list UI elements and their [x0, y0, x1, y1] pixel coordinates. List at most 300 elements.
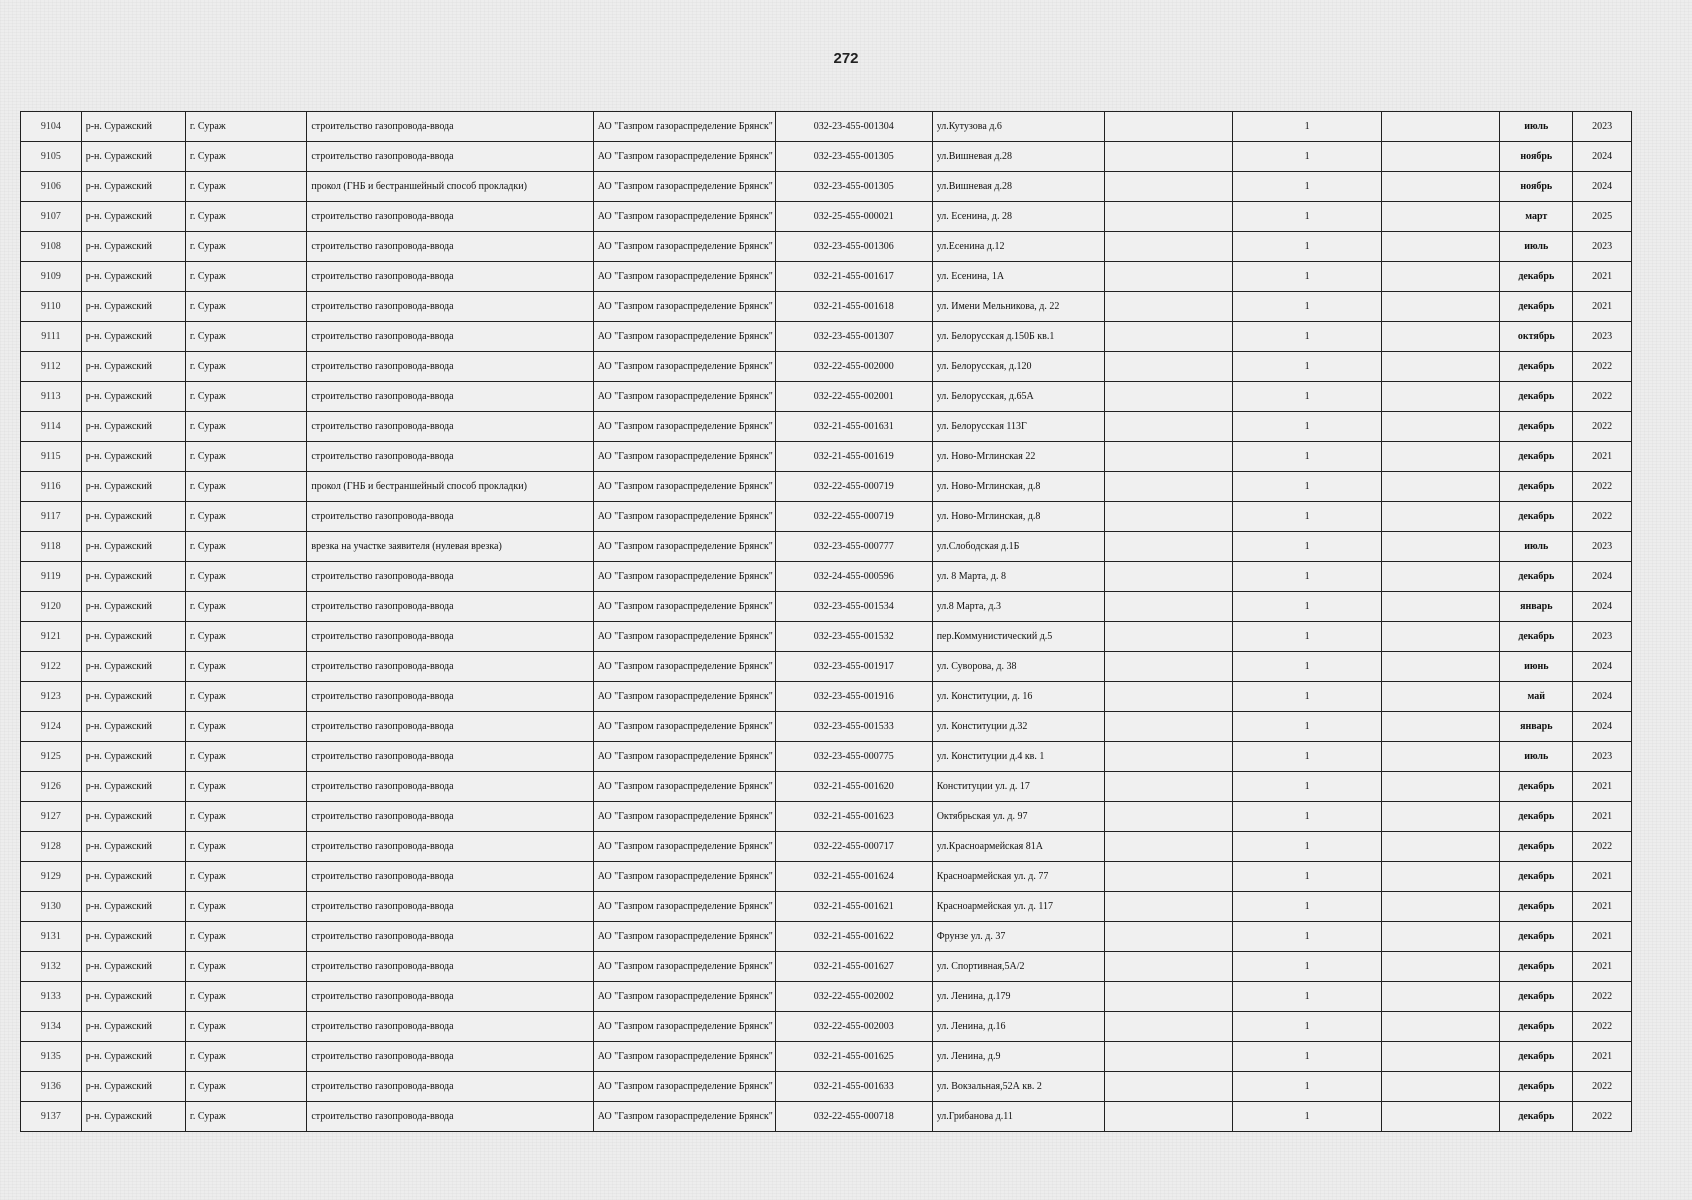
work-type-cell: строительство газопровода-ввода	[307, 772, 593, 802]
table-row	[21, 142, 1632, 172]
quantity-cell: 1	[1233, 292, 1382, 322]
quantity-cell: 1	[1233, 382, 1382, 412]
district-cell: р-н. Суражский	[81, 322, 185, 352]
month-cell: декабрь	[1500, 562, 1573, 592]
year-cell: 2024	[1573, 592, 1632, 622]
district-cell: р-н. Суражский	[81, 502, 185, 532]
empty-cell	[1104, 142, 1233, 172]
table-row	[21, 1102, 1632, 1132]
request-code-cell: 032-21-455-001618	[775, 292, 932, 322]
table-row	[21, 232, 1632, 262]
organization-cell: АО "Газпром газораспределение Брянск"	[593, 952, 775, 982]
row-number: 9123	[21, 682, 82, 712]
empty-cell	[1381, 262, 1499, 292]
quantity-cell: 1	[1233, 442, 1382, 472]
row-number: 9122	[21, 652, 82, 682]
empty-cell	[1104, 832, 1233, 862]
organization-cell: АО "Газпром газораспределение Брянск"	[593, 1072, 775, 1102]
empty-cell	[1104, 112, 1233, 142]
organization-cell: АО "Газпром газораспределение Брянск"	[593, 1102, 775, 1132]
city-cell: г. Сураж	[185, 562, 306, 592]
table-row	[21, 772, 1632, 802]
organization-cell: АО "Газпром газораспределение Брянск"	[593, 172, 775, 202]
address-cell: пер.Коммунистический д.5	[932, 622, 1104, 652]
year-cell: 2022	[1573, 382, 1632, 412]
address-cell: ул. Конституции, д. 16	[932, 682, 1104, 712]
quantity-cell: 1	[1233, 142, 1382, 172]
year-cell: 2022	[1573, 1102, 1632, 1132]
month-cell: июль	[1500, 112, 1573, 142]
year-cell: 2024	[1573, 562, 1632, 592]
address-cell: ул. 8 Марта, д. 8	[932, 562, 1104, 592]
organization-cell: АО "Газпром газораспределение Брянск"	[593, 592, 775, 622]
row-number: 9114	[21, 412, 82, 442]
address-cell: ул.Слободская д.1Б	[932, 532, 1104, 562]
organization-cell: АО "Газпром газораспределение Брянск"	[593, 712, 775, 742]
empty-cell	[1381, 592, 1499, 622]
address-cell: Конституции ул. д. 17	[932, 772, 1104, 802]
year-cell: 2021	[1573, 862, 1632, 892]
city-cell: г. Сураж	[185, 232, 306, 262]
row-number: 9118	[21, 532, 82, 562]
empty-cell	[1381, 982, 1499, 1012]
request-code-cell: 032-22-455-002001	[775, 382, 932, 412]
row-number: 9124	[21, 712, 82, 742]
row-number: 9113	[21, 382, 82, 412]
request-code-cell: 032-25-455-000021	[775, 202, 932, 232]
empty-cell	[1381, 652, 1499, 682]
empty-cell	[1104, 622, 1233, 652]
row-number: 9121	[21, 622, 82, 652]
empty-cell	[1104, 952, 1233, 982]
quantity-cell: 1	[1233, 1072, 1382, 1102]
table-row	[21, 892, 1632, 922]
row-number: 9119	[21, 562, 82, 592]
request-code-cell: 032-23-455-001917	[775, 652, 932, 682]
city-cell: г. Сураж	[185, 352, 306, 382]
district-cell: р-н. Суражский	[81, 712, 185, 742]
city-cell: г. Сураж	[185, 172, 306, 202]
table-row	[21, 832, 1632, 862]
row-number: 9127	[21, 802, 82, 832]
work-type-cell: строительство газопровода-ввода	[307, 562, 593, 592]
empty-cell	[1104, 772, 1233, 802]
organization-cell: АО "Газпром газораспределение Брянск"	[593, 682, 775, 712]
table-row	[21, 622, 1632, 652]
empty-cell	[1104, 1012, 1233, 1042]
quantity-cell: 1	[1233, 622, 1382, 652]
address-cell: ул.Грибанова д.11	[932, 1102, 1104, 1132]
district-cell: р-н. Суражский	[81, 892, 185, 922]
city-cell: г. Сураж	[185, 622, 306, 652]
work-type-cell: строительство газопровода-ввода	[307, 322, 593, 352]
request-code-cell: 032-22-455-002002	[775, 982, 932, 1012]
work-type-cell: строительство газопровода-ввода	[307, 442, 593, 472]
quantity-cell: 1	[1233, 742, 1382, 772]
empty-cell	[1381, 412, 1499, 442]
quantity-cell: 1	[1233, 472, 1382, 502]
organization-cell: АО "Газпром газораспределение Брянск"	[593, 412, 775, 442]
year-cell: 2021	[1573, 802, 1632, 832]
city-cell: г. Сураж	[185, 502, 306, 532]
request-code-cell: 032-21-455-001622	[775, 922, 932, 952]
quantity-cell: 1	[1233, 802, 1382, 832]
request-code-cell: 032-22-455-000718	[775, 1102, 932, 1132]
quantity-cell: 1	[1233, 922, 1382, 952]
month-cell: декабрь	[1500, 262, 1573, 292]
table-row	[21, 172, 1632, 202]
work-type-cell: строительство газопровода-ввода	[307, 502, 593, 532]
organization-cell: АО "Газпром газораспределение Брянск"	[593, 352, 775, 382]
quantity-cell: 1	[1233, 412, 1382, 442]
district-cell: р-н. Суражский	[81, 442, 185, 472]
district-cell: р-н. Суражский	[81, 412, 185, 442]
organization-cell: АО "Газпром газораспределение Брянск"	[593, 202, 775, 232]
organization-cell: АО "Газпром газораспределение Брянск"	[593, 562, 775, 592]
organization-cell: АО "Газпром газораспределение Брянск"	[593, 922, 775, 952]
month-cell: июль	[1500, 532, 1573, 562]
address-cell: ул. Спортивная,5А/2	[932, 952, 1104, 982]
month-cell: декабрь	[1500, 1102, 1573, 1132]
work-type-cell: строительство газопровода-ввода	[307, 982, 593, 1012]
city-cell: г. Сураж	[185, 922, 306, 952]
city-cell: г. Сураж	[185, 982, 306, 1012]
year-cell: 2024	[1573, 172, 1632, 202]
empty-cell	[1104, 382, 1233, 412]
empty-cell	[1381, 472, 1499, 502]
city-cell: г. Сураж	[185, 652, 306, 682]
quantity-cell: 1	[1233, 172, 1382, 202]
year-cell: 2022	[1573, 1012, 1632, 1042]
work-type-cell: прокол (ГНБ и бестраншейный способ прокладки)	[307, 172, 593, 202]
empty-cell	[1381, 772, 1499, 802]
work-type-cell: строительство газопровода-ввода	[307, 1102, 593, 1132]
table-row	[21, 952, 1632, 982]
month-cell: декабрь	[1500, 1072, 1573, 1102]
empty-cell	[1381, 532, 1499, 562]
row-number: 9116	[21, 472, 82, 502]
empty-cell	[1381, 1042, 1499, 1072]
row-number: 9112	[21, 352, 82, 382]
month-cell: декабрь	[1500, 772, 1573, 802]
year-cell: 2022	[1573, 352, 1632, 382]
empty-cell	[1381, 1072, 1499, 1102]
quantity-cell: 1	[1233, 562, 1382, 592]
empty-cell	[1381, 322, 1499, 352]
work-type-cell: строительство газопровода-ввода	[307, 202, 593, 232]
empty-cell	[1104, 292, 1233, 322]
request-code-cell: 032-21-455-001617	[775, 262, 932, 292]
quantity-cell: 1	[1233, 772, 1382, 802]
empty-cell	[1104, 1042, 1233, 1072]
empty-cell	[1104, 712, 1233, 742]
table-row	[21, 412, 1632, 442]
organization-cell: АО "Газпром газораспределение Брянск"	[593, 772, 775, 802]
request-code-cell: 032-21-455-001623	[775, 802, 932, 832]
request-code-cell: 032-21-455-001627	[775, 952, 932, 982]
quantity-cell: 1	[1233, 862, 1382, 892]
month-cell: июнь	[1500, 652, 1573, 682]
district-cell: р-н. Суражский	[81, 652, 185, 682]
year-cell: 2022	[1573, 412, 1632, 442]
city-cell: г. Сураж	[185, 592, 306, 622]
row-number: 9126	[21, 772, 82, 802]
month-cell: декабрь	[1500, 892, 1573, 922]
district-cell: р-н. Суражский	[81, 682, 185, 712]
empty-cell	[1381, 1102, 1499, 1132]
table-row	[21, 682, 1632, 712]
city-cell: г. Сураж	[185, 772, 306, 802]
city-cell: г. Сураж	[185, 712, 306, 742]
request-code-cell: 032-23-455-000775	[775, 742, 932, 772]
empty-cell	[1104, 502, 1233, 532]
empty-cell	[1381, 712, 1499, 742]
organization-cell: АО "Газпром газораспределение Брянск"	[593, 472, 775, 502]
district-cell: р-н. Суражский	[81, 1102, 185, 1132]
empty-cell	[1104, 412, 1233, 442]
address-cell: Октябрьская ул. д. 97	[932, 802, 1104, 832]
request-code-cell: 032-24-455-000596	[775, 562, 932, 592]
table-row	[21, 502, 1632, 532]
work-type-cell: строительство газопровода-ввода	[307, 1072, 593, 1102]
row-number: 9128	[21, 832, 82, 862]
empty-cell	[1104, 472, 1233, 502]
row-number: 9115	[21, 442, 82, 472]
month-cell: декабрь	[1500, 802, 1573, 832]
organization-cell: АО "Газпром газораспределение Брянск"	[593, 532, 775, 562]
table-row	[21, 352, 1632, 382]
district-cell: р-н. Суражский	[81, 262, 185, 292]
organization-cell: АО "Газпром газораспределение Брянск"	[593, 982, 775, 1012]
registry-body	[21, 112, 1632, 1132]
month-cell: декабрь	[1500, 1042, 1573, 1072]
work-type-cell: прокол (ГНБ и бестраншейный способ прокладки)	[307, 472, 593, 502]
empty-cell	[1104, 442, 1233, 472]
empty-cell	[1381, 442, 1499, 472]
district-cell: р-н. Суражский	[81, 802, 185, 832]
row-number: 9125	[21, 742, 82, 772]
table-row	[21, 1072, 1632, 1102]
empty-cell	[1104, 892, 1233, 922]
quantity-cell: 1	[1233, 502, 1382, 532]
quantity-cell: 1	[1233, 232, 1382, 262]
request-code-cell: 032-23-455-001304	[775, 112, 932, 142]
address-cell: Красноармейская ул. д. 77	[932, 862, 1104, 892]
work-type-cell: строительство газопровода-ввода	[307, 922, 593, 952]
month-cell: июль	[1500, 742, 1573, 772]
organization-cell: АО "Газпром газораспределение Брянск"	[593, 502, 775, 532]
district-cell: р-н. Суражский	[81, 382, 185, 412]
organization-cell: АО "Газпром газораспределение Брянск"	[593, 892, 775, 922]
city-cell: г. Сураж	[185, 1102, 306, 1132]
district-cell: р-н. Суражский	[81, 862, 185, 892]
city-cell: г. Сураж	[185, 832, 306, 862]
address-cell: Фрунзе ул. д. 37	[932, 922, 1104, 952]
request-code-cell: 032-21-455-001631	[775, 412, 932, 442]
empty-cell	[1104, 232, 1233, 262]
work-type-cell: строительство газопровода-ввода	[307, 412, 593, 442]
empty-cell	[1104, 172, 1233, 202]
district-cell: р-н. Суражский	[81, 1042, 185, 1072]
request-code-cell: 032-23-455-001305	[775, 142, 932, 172]
quantity-cell: 1	[1233, 952, 1382, 982]
organization-cell: АО "Газпром газораспределение Брянск"	[593, 622, 775, 652]
empty-cell	[1104, 652, 1233, 682]
year-cell: 2025	[1573, 202, 1632, 232]
request-code-cell: 032-21-455-001633	[775, 1072, 932, 1102]
city-cell: г. Сураж	[185, 862, 306, 892]
request-code-cell: 032-23-455-001916	[775, 682, 932, 712]
year-cell: 2022	[1573, 982, 1632, 1012]
organization-cell: АО "Газпром газораспределение Брянск"	[593, 262, 775, 292]
address-cell: ул.Вишневая д.28	[932, 172, 1104, 202]
city-cell: г. Сураж	[185, 682, 306, 712]
organization-cell: АО "Газпром газораспределение Брянск"	[593, 112, 775, 142]
year-cell: 2021	[1573, 292, 1632, 322]
month-cell: декабрь	[1500, 922, 1573, 952]
work-type-cell: строительство газопровода-ввода	[307, 262, 593, 292]
empty-cell	[1104, 322, 1233, 352]
empty-cell	[1381, 502, 1499, 532]
table-row	[21, 532, 1632, 562]
month-cell: декабрь	[1500, 1012, 1573, 1042]
district-cell: р-н. Суражский	[81, 232, 185, 262]
work-type-cell: строительство газопровода-ввода	[307, 382, 593, 412]
row-number: 9135	[21, 1042, 82, 1072]
month-cell: декабрь	[1500, 952, 1573, 982]
year-cell: 2021	[1573, 952, 1632, 982]
table-row	[21, 202, 1632, 232]
quantity-cell: 1	[1233, 892, 1382, 922]
address-cell: ул.Красноармейская 81А	[932, 832, 1104, 862]
organization-cell: АО "Газпром газораспределение Брянск"	[593, 442, 775, 472]
month-cell: декабрь	[1500, 862, 1573, 892]
empty-cell	[1381, 622, 1499, 652]
empty-cell	[1381, 952, 1499, 982]
row-number: 9110	[21, 292, 82, 322]
row-number: 9117	[21, 502, 82, 532]
work-type-cell: строительство газопровода-ввода	[307, 682, 593, 712]
table-row	[21, 1012, 1632, 1042]
organization-cell: АО "Газпром газораспределение Брянск"	[593, 742, 775, 772]
empty-cell	[1381, 232, 1499, 262]
empty-cell	[1381, 142, 1499, 172]
work-type-cell: строительство газопровода-ввода	[307, 142, 593, 172]
year-cell: 2023	[1573, 232, 1632, 262]
address-cell: ул.Кутузова д.6	[932, 112, 1104, 142]
address-cell: ул.Вишневая д.28	[932, 142, 1104, 172]
address-cell: ул. Ленина, д.16	[932, 1012, 1104, 1042]
organization-cell: АО "Газпром газораспределение Брянск"	[593, 862, 775, 892]
city-cell: г. Сураж	[185, 262, 306, 292]
request-code-cell: 032-23-455-001306	[775, 232, 932, 262]
month-cell: октябрь	[1500, 322, 1573, 352]
request-code-cell: 032-21-455-001621	[775, 892, 932, 922]
table-row	[21, 442, 1632, 472]
address-cell: ул. Конституции д.32	[932, 712, 1104, 742]
empty-cell	[1104, 262, 1233, 292]
address-cell: ул. Имени Мельникова, д. 22	[932, 292, 1104, 322]
request-code-cell: 032-22-455-000717	[775, 832, 932, 862]
empty-cell	[1104, 1102, 1233, 1132]
address-cell: ул. Белорусская, д.120	[932, 352, 1104, 382]
table-row	[21, 322, 1632, 352]
city-cell: г. Сураж	[185, 1072, 306, 1102]
month-cell: январь	[1500, 712, 1573, 742]
city-cell: г. Сураж	[185, 952, 306, 982]
row-number: 9133	[21, 982, 82, 1012]
empty-cell	[1104, 862, 1233, 892]
work-type-cell: строительство газопровода-ввода	[307, 232, 593, 262]
empty-cell	[1104, 682, 1233, 712]
city-cell: г. Сураж	[185, 292, 306, 322]
table-row	[21, 862, 1632, 892]
empty-cell	[1381, 802, 1499, 832]
organization-cell: АО "Газпром газораспределение Брянск"	[593, 292, 775, 322]
city-cell: г. Сураж	[185, 742, 306, 772]
year-cell: 2023	[1573, 322, 1632, 352]
city-cell: г. Сураж	[185, 1012, 306, 1042]
year-cell: 2021	[1573, 922, 1632, 952]
work-type-cell: строительство газопровода-ввода	[307, 292, 593, 322]
year-cell: 2024	[1573, 682, 1632, 712]
quantity-cell: 1	[1233, 982, 1382, 1012]
request-code-cell: 032-22-455-002003	[775, 1012, 932, 1042]
month-cell: декабрь	[1500, 352, 1573, 382]
address-cell: ул. Конституции д.4 кв. 1	[932, 742, 1104, 772]
empty-cell	[1104, 592, 1233, 622]
request-code-cell: 032-23-455-001533	[775, 712, 932, 742]
empty-cell	[1381, 112, 1499, 142]
empty-cell	[1381, 832, 1499, 862]
request-code-cell: 032-23-455-001534	[775, 592, 932, 622]
quantity-cell: 1	[1233, 1042, 1382, 1072]
row-number: 9134	[21, 1012, 82, 1042]
city-cell: г. Сураж	[185, 412, 306, 442]
quantity-cell: 1	[1233, 832, 1382, 862]
district-cell: р-н. Суражский	[81, 532, 185, 562]
district-cell: р-н. Суражский	[81, 1012, 185, 1042]
organization-cell: АО "Газпром газораспределение Брянск"	[593, 322, 775, 352]
month-cell: декабрь	[1500, 292, 1573, 322]
address-cell: ул. Ново-Мглинская, д.8	[932, 472, 1104, 502]
table-row	[21, 262, 1632, 292]
work-type-cell: строительство газопровода-ввода	[307, 862, 593, 892]
request-code-cell: 032-21-455-001620	[775, 772, 932, 802]
row-number: 9131	[21, 922, 82, 952]
row-number: 9105	[21, 142, 82, 172]
address-cell: ул.8 Марта, д.3	[932, 592, 1104, 622]
year-cell: 2021	[1573, 1042, 1632, 1072]
year-cell: 2021	[1573, 442, 1632, 472]
work-type-cell: строительство газопровода-ввода	[307, 802, 593, 832]
city-cell: г. Сураж	[185, 142, 306, 172]
work-type-cell: строительство газопровода-ввода	[307, 742, 593, 772]
quantity-cell: 1	[1233, 202, 1382, 232]
month-cell: декабрь	[1500, 412, 1573, 442]
empty-cell	[1104, 742, 1233, 772]
district-cell: р-н. Суражский	[81, 472, 185, 502]
request-code-cell: 032-22-455-000719	[775, 502, 932, 532]
row-number: 9137	[21, 1102, 82, 1132]
empty-cell	[1104, 922, 1233, 952]
row-number: 9109	[21, 262, 82, 292]
city-cell: г. Сураж	[185, 532, 306, 562]
table-row	[21, 712, 1632, 742]
address-cell: ул. Белорусская 113Г	[932, 412, 1104, 442]
organization-cell: АО "Газпром газораспределение Брянск"	[593, 232, 775, 262]
organization-cell: АО "Газпром газораспределение Брянск"	[593, 652, 775, 682]
